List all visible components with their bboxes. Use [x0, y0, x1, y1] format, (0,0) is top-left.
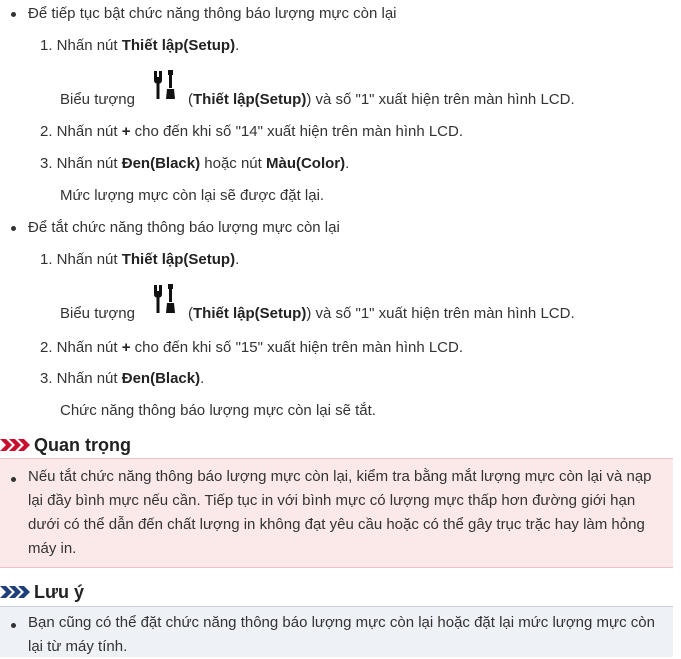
icon-suffix-text: ) và số "1" xuất hiện trên màn hình LCD.	[306, 91, 575, 108]
icon-caption	[188, 304, 575, 324]
plus-button-label: +	[121, 339, 131, 356]
icon-caption	[188, 90, 575, 110]
icon-prefix-text: Biểu tượng	[60, 305, 135, 322]
continue-step-3	[40, 152, 349, 176]
setup-tools-icon	[149, 282, 183, 316]
step-text: 2. Nhấn nút	[40, 123, 122, 140]
step-text: .	[345, 155, 350, 172]
step-text: 3. Nhấn nút	[40, 155, 122, 172]
important-header	[0, 433, 681, 457]
disable-step-3	[40, 367, 204, 391]
paren: (	[188, 305, 193, 322]
continue-bullet-text: Để tiếp tục bật chức năng thông báo lượng mực còn lại	[28, 5, 397, 22]
continue-result: Mức lượng mực còn lại sẽ được đặt lại.	[60, 187, 325, 204]
setup-label: Thiết lập(Setup)	[193, 91, 307, 108]
bullet-dot	[11, 12, 16, 17]
step-text: .	[200, 370, 205, 387]
plus-button-label: +	[121, 123, 131, 140]
disable-bullet-text: Để tắt chức năng thông báo lượng mực còn lại	[28, 219, 340, 236]
note-text: Bạn cũng có thể đặt chức năng thông báo lượng mực còn lại hoặc đặt lại mức lượng mực còn lại từ máy tính.	[28, 614, 655, 655]
continue-step-1	[40, 34, 239, 58]
step-text: 2. Nhấn nút	[40, 339, 122, 356]
icon-prefix-text: Biểu tượng	[60, 91, 135, 108]
disable-step-1	[40, 248, 239, 272]
step-text: hoặc nút	[200, 155, 266, 172]
paren: (	[188, 91, 193, 108]
disable-step-2	[40, 336, 463, 360]
step-text: 3. Nhấn nút	[40, 370, 122, 387]
setup-button-label: Thiết lập(Setup)	[121, 251, 236, 268]
important-text: Nếu tắt chức năng thông báo lượng mực còn lại, kiểm tra bằng mắt lượng mực còn lại và nạp lại đầy bình mực nếu cần. Tiếp tục in với bình mực có lượng mực thấp hơn đường giới hạn dưới có thể dẫn đến chất lượng in không đạt yêu cầu hoặc có thể gây trục trặc hay làm hỏng máy in.	[28, 468, 652, 557]
black-button-label: Đen(Black)	[121, 155, 201, 172]
icon-suffix-text: ) và số "1" xuất hiện trên màn hình LCD.	[306, 305, 575, 322]
disable-result: Chức năng thông báo lượng mực còn lại sẽ tắt.	[60, 402, 376, 419]
bullet-dot	[11, 623, 16, 628]
setup-label: Thiết lập(Setup)	[193, 305, 307, 322]
setup-button-label: Thiết lập(Setup)	[121, 37, 236, 54]
important-box	[0, 458, 673, 568]
black-button-label: Đen(Black)	[121, 370, 201, 387]
color-button-label: Màu(Color)	[265, 155, 346, 172]
important-title: Quan trọng	[34, 435, 131, 455]
setup-tools-icon	[149, 68, 183, 102]
note-box	[0, 606, 673, 657]
important-chevrons-icon	[0, 437, 32, 453]
continue-step-2	[40, 120, 463, 144]
step-text: cho đến khi số "15" xuất hiện trên màn hình LCD.	[130, 339, 464, 356]
step-text: .	[235, 251, 240, 268]
step-text: cho đến khi số "14" xuất hiện trên màn hình LCD.	[130, 123, 464, 140]
bullet-dot	[11, 477, 16, 482]
note-chevrons-icon	[0, 584, 32, 600]
step-text: 1. Nhấn nút	[40, 251, 122, 268]
step-text: .	[235, 37, 240, 54]
note-header	[0, 580, 681, 604]
step-text: 1. Nhấn nút	[40, 37, 122, 54]
note-title: Lưu ý	[34, 582, 85, 602]
bullet-dot	[11, 226, 16, 231]
